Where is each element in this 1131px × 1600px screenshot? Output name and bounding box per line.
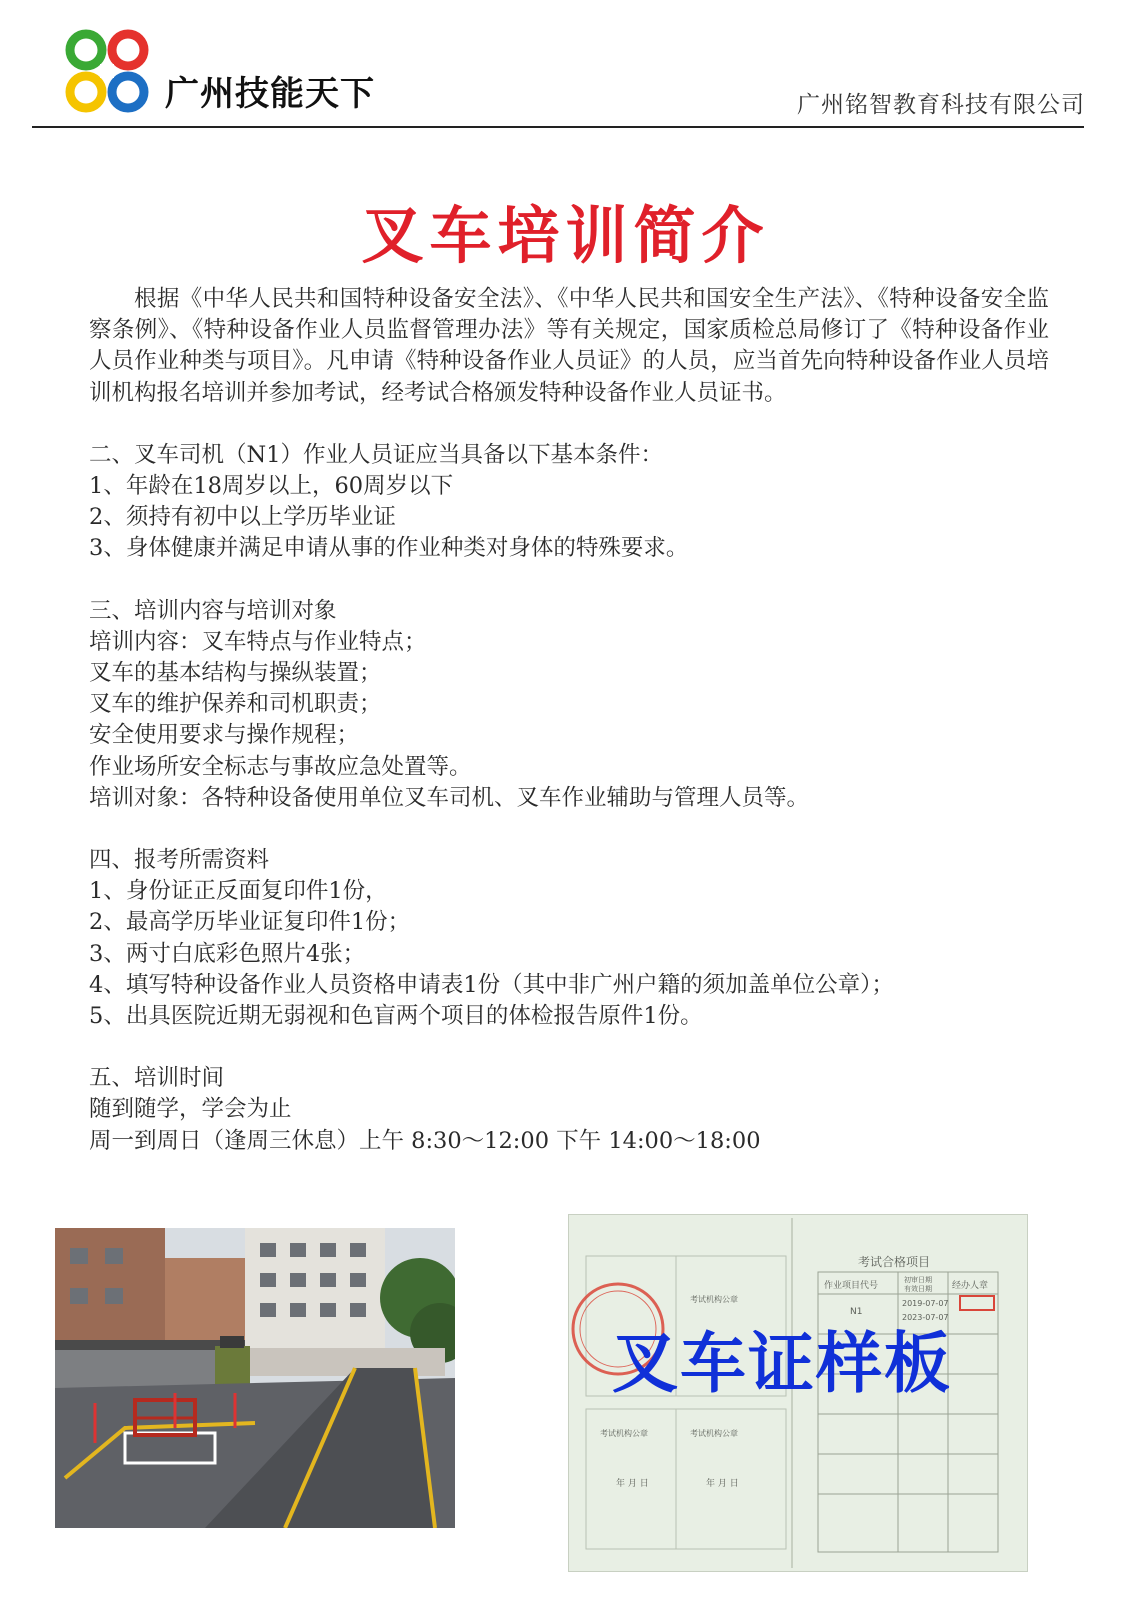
list-item: 1、年龄在18周岁以上，60周岁以下 <box>89 473 454 500</box>
list-item: 2、最高学历毕业证复印件1份； <box>89 909 411 936</box>
list-item: 4、填写特种设备作业人员资格申请表1份（其中非广州户籍的须加盖单位公章）； <box>89 971 894 998</box>
cert-date1: 2019-07-07 <box>902 1299 949 1308</box>
header-divider <box>32 126 1084 128</box>
certificate-watermark: 叉车证样板 <box>612 1325 952 1402</box>
list-item: 叉车的维护保养和司机职责； <box>89 691 382 718</box>
cert-code: N1 <box>850 1307 863 1317</box>
cert-col-code: 作业项目代号 <box>824 1281 879 1291</box>
cert-col-officer: 经办人章 <box>952 1281 989 1291</box>
page-title: 叉车培训简介 <box>361 199 770 272</box>
list-item: 5、出具医院近期无弱视和色盲两个项目的体检报告原件1份。 <box>89 1003 703 1030</box>
cert-date-label: 年 月 日 <box>706 1479 739 1489</box>
cert-seal-label: 考试机构公章 <box>600 1429 648 1438</box>
intro-paragraph: 根据《中华人民共和国特种设备安全法》、《中华人民共和国安全生产法》、《特种设备安全监察条例》、《特种设备作业人员监督管理办法》等有关规定，国家质检总局修订了《特种设备作业人员作业种类与项目》。凡申请《特种设备作业人员证》的人员，应当首先向特种设备作业人员培训机构报名培训并参加考试，经考试合格颁发特种设备作业人员证书。 <box>89 286 1049 406</box>
training-yard-photo <box>55 1228 455 1528</box>
cert-heading: 考试合格项目 <box>858 1255 931 1269</box>
section-heading: 五、培训时间 <box>89 1065 225 1092</box>
cert-date-label: 年 月 日 <box>616 1479 649 1489</box>
section-heading: 二、叉车司机（N1）作业人员证应当具备以下基本条件： <box>89 441 664 468</box>
brand-logo <box>62 28 152 116</box>
article-body <box>89 284 1049 1157</box>
list-item: 3、两寸白底彩色照片4张； <box>89 940 366 967</box>
cert-col-date2: 有效日期 <box>904 1285 932 1293</box>
list-item: 作业场所安全标志与事故应急处置等。 <box>89 753 472 780</box>
list-item: 随到随学，学会为止 <box>89 1096 292 1123</box>
cert-seal-label: 考试机构公章 <box>690 1295 738 1304</box>
section-heading: 四、报考所需资料 <box>89 847 270 874</box>
company-name: 广州铭智教育科技有限公司 <box>797 92 1085 118</box>
cert-seal-label: 考试机构公章 <box>690 1429 738 1438</box>
list-item: 培训对象：各特种设备使用单位叉车司机、叉车作业辅助与管理人员等。 <box>89 784 810 811</box>
list-item: 3、身体健康并满足申请从事的作业种类对身体的特殊要求。 <box>89 535 689 562</box>
list-item: 叉车的基本结构与操纵装置； <box>89 660 382 687</box>
section-heading: 三、培训内容与培训对象 <box>89 597 337 624</box>
page-header <box>0 0 1131 135</box>
brand-name: 广州技能天下 <box>165 74 375 114</box>
list-item: 周一到周日（逢周三休息）上午 8:30～12:00 下午 14:00～18:00 <box>89 1127 761 1154</box>
list-item: 培训内容：叉车特点与作业特点； <box>89 628 427 655</box>
cert-date2: 2023-07-07 <box>902 1313 949 1322</box>
list-item: 1、身份证正反面复印件1份， <box>89 878 388 905</box>
list-item: 2、须持有初中以上学历毕业证 <box>89 504 396 531</box>
list-item: 安全使用要求与操作规程； <box>89 722 360 749</box>
cert-col-date1: 初审日期 <box>904 1276 932 1284</box>
